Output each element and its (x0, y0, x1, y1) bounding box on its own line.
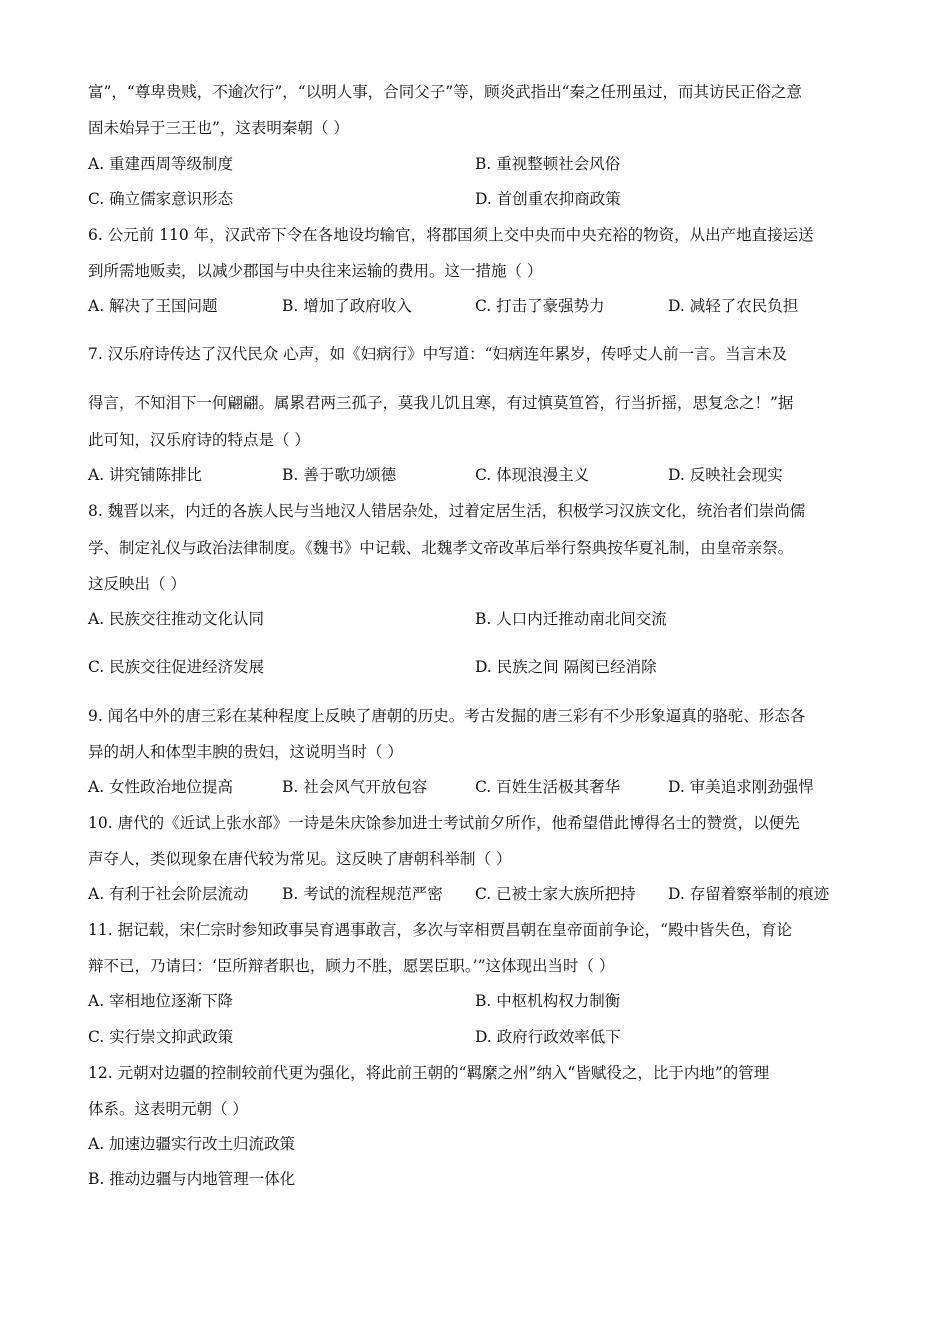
q9-stem-line: 9. 闻名中外的唐三彩在某种程度上反映了唐朝的历史。考古发掘的唐三彩有不少形象逼真的骆驼、形态各 (88, 707, 806, 725)
q9-option-d: D. 审美追求刚劲强悍 (668, 778, 814, 796)
q10-stem-line: 10. 唐代的《近试上张水部》一诗是朱庆馀参加进士考试前夕所作，他希望借此博得名士的赞赏，以便先 (88, 814, 800, 832)
q5-stem-line: 固未始异于三王也”，这表明秦朝（ ） (88, 119, 349, 137)
q7-option-c: C. 体现浪漫主义 (475, 466, 590, 484)
q10-option-a: A. 有利于社会阶层流动 (88, 885, 249, 903)
q5-stem-line: 富”，“尊卑贵贱，不逾次行”，“以明人事，合同父子”等，顾炎武指出“秦之任刑虽过，而其访民正俗之意 (88, 83, 803, 101)
q11-stem-line: 辩不已，乃请曰：‘臣所辩者职也，顾力不胜，愿罢臣职。’”这体现出当时（ ） (88, 957, 615, 975)
q12-stem-line: 12. 元朝对边疆的控制较前代更为强化，将此前王朝的“羁縻之州”纳入“皆赋役之，比于内地”的管理 (88, 1064, 770, 1082)
q5-option-b: B. 重视整顿社会风俗 (475, 155, 621, 173)
q11-option-c: C. 实行崇文抑武政策 (88, 1028, 234, 1046)
q6-option-a: A. 解决了王国问题 (88, 297, 218, 315)
q5-option-c: C. 确立儒家意识形态 (88, 190, 234, 208)
q6-option-c: C. 打击了豪强势力 (475, 297, 605, 315)
q7-option-a: A. 讲究铺陈排比 (88, 466, 203, 484)
q11-option-b: B. 中枢机构权力制衡 (475, 992, 621, 1010)
q8-stem-line: 学、制定礼仪与政治法律制度。《魏书》中记载、北魏孝文帝改革后举行祭典按华夏礼制，由皇帝亲祭。 (88, 539, 794, 557)
q6-option-b: B. 增加了政府收入 (282, 297, 412, 315)
q6-option-d: D. 减轻了农民负担 (668, 297, 799, 315)
q7-stem-line: 7. 汉乐府诗传达了汉代民众 心声，如《妇病行》中写道：“妇病连年累岁，传呼丈人前一言。当言未及 (88, 345, 788, 363)
q10-option-c: C. 已被士家大族所把持 (475, 885, 636, 903)
q5-option-d: D. 首创重农抑商政策 (475, 190, 621, 208)
q7-stem-line: 得言，不知泪下一何翩翩。属累君两三孤子，莫我儿饥且寒，有过慎莫笪笞，行当折摇，思复念之！”据 (88, 394, 794, 412)
q12-stem-line: 体系。这表明元朝（ ） (88, 1100, 248, 1118)
q9-option-b: B. 社会风气开放包容 (282, 778, 428, 796)
q8-option-a: A. 民族交往推动文化认同 (88, 610, 265, 628)
q8-stem-line: 这反映出（ ） (88, 575, 186, 593)
q10-option-d: D. 存留着察举制的痕迹 (668, 885, 830, 903)
q9-option-a: A. 女性政治地位提高 (88, 778, 234, 796)
q8-option-d: D. 民族之间 隔阂已经消除 (475, 658, 657, 676)
q11-stem-line: 11. 据记载，宋仁宗时参知政事吴育遇事敢言，多次与宰相贾昌朝在皇帝面前争论，“殿中皆失色，育论 (88, 921, 793, 939)
q12-option-b: B. 推动边疆与内地管理一体化 (88, 1170, 296, 1188)
q9-stem-line: 异的胡人和体型丰腴的贵妇，这说明当时（ ） (88, 743, 403, 761)
q10-stem-line: 声夺人，类似现象在唐代较为常见。这反映了唐朝科举制（ ） (88, 850, 512, 868)
q8-option-c: C. 民族交往促进经济发展 (88, 658, 265, 676)
q11-option-d: D. 政府行政效率低下 (475, 1028, 621, 1046)
q6-stem-line: 6. 公元前 110 年，汉武帝下令在各地设均输官，将郡国须上交中央而中央充裕的物资，从出产地直接运送 (88, 226, 814, 244)
q9-option-c: C. 百姓生活极其奢华 (475, 778, 621, 796)
q11-option-a: A. 宰相地位逐渐下降 (88, 992, 234, 1010)
q8-option-b: B. 人口内迁推动南北间交流 (475, 610, 667, 628)
q12-option-a: A. 加速边疆实行改土归流政策 (88, 1135, 296, 1153)
q6-stem-line: 到所需地贩卖，以减少郡国与中央往来运输的费用。这一措施（ ） (88, 262, 543, 280)
q7-option-d: D. 反映社会现实 (668, 466, 783, 484)
q7-option-b: B. 善于歌功颂德 (282, 466, 397, 484)
q10-option-b: B. 考试的流程规范严密 (282, 885, 443, 903)
q8-stem-line: 8. 魏晋以来，内迁的各族人民与当地汉人错居杂处，过着定居生活，积极学习汉族文化，统治者们崇尚儒 (88, 502, 806, 520)
q5-option-a: A. 重建西周等级制度 (88, 155, 234, 173)
q7-stem-line: 此可知，汉乐府诗的特点是（ ） (88, 431, 310, 449)
